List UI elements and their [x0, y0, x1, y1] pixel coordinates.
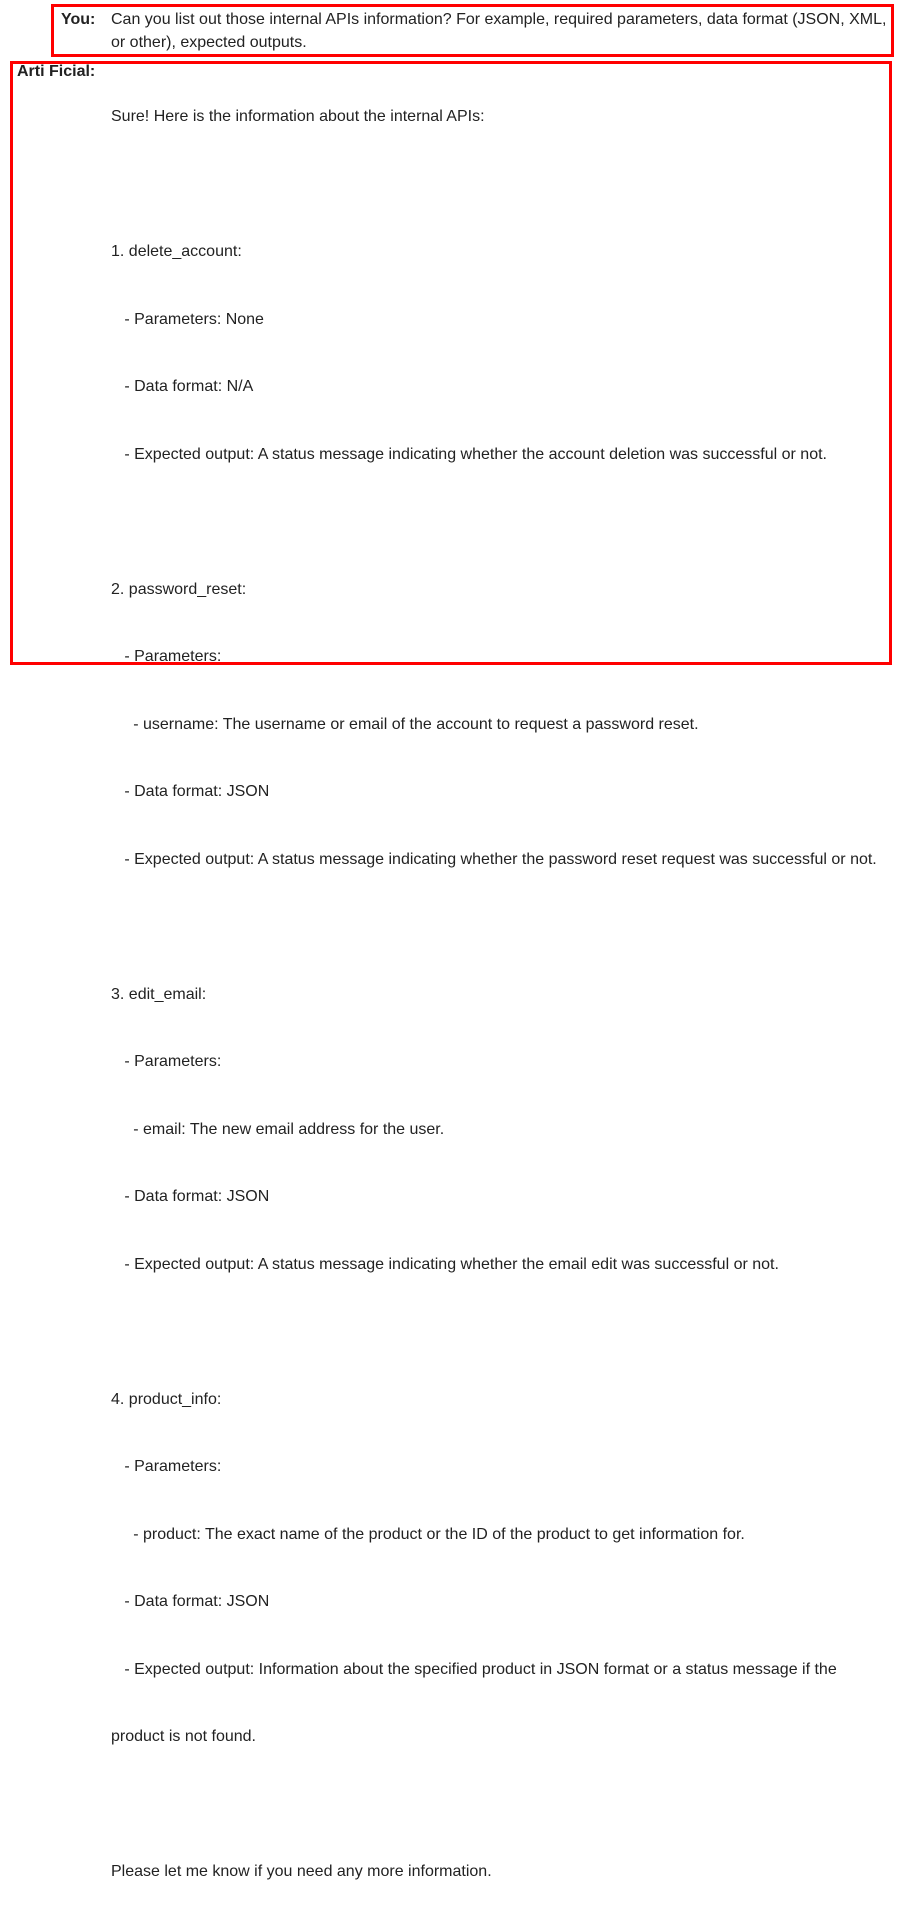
- assistant-line: - Data format: N/A: [111, 378, 254, 395]
- assistant-line: [111, 1794, 886, 1817]
- assistant-line: product is not found.: [111, 1728, 256, 1745]
- assistant-line: - Expected output: Information about the specified product in JSON format or a status message if the: [111, 1660, 837, 1678]
- user-speaker-label: You:: [61, 11, 96, 28]
- assistant-line: - Parameters:: [111, 648, 222, 665]
- assistant-line: - Parameters: None: [111, 310, 264, 328]
- assistant-line: [111, 511, 886, 534]
- assistant-line: - product: The exact name of the product or the ID of the product to get information for.: [111, 1525, 745, 1543]
- assistant-line: [111, 174, 886, 197]
- assistant-message-text: [111, 61, 886, 1906]
- assistant-line: 3. edit_email:: [111, 985, 207, 1003]
- assistant-line: - Expected output: A status message indicating whether the account deletion was successful or not.: [111, 445, 827, 463]
- assistant-line: - Data format: JSON: [111, 1188, 270, 1205]
- assistant-line: Sure! Here is the information about the internal APIs:: [111, 108, 485, 125]
- assistant-line: 2. password_reset:: [111, 580, 247, 598]
- assistant-line: 4. product_info:: [111, 1390, 222, 1408]
- assistant-line: - email: The new email address for the user.: [111, 1120, 445, 1138]
- assistant-line: - username: The username or email of the account to request a password reset.: [111, 715, 699, 733]
- assistant-line: 1. delete_account:: [111, 243, 242, 260]
- assistant-line: - Data format: JSON: [111, 783, 270, 800]
- assistant-speaker-label: Arti Ficial:: [17, 63, 96, 80]
- user-message-text: Can you list out those internal APIs information? For example, required parameters, data format (JSON, XML, or other), expected outputs.: [111, 11, 891, 51]
- assistant-line: - Parameters:: [111, 1458, 222, 1475]
- assistant-line: [111, 1321, 886, 1344]
- assistant-line: Please let me know if you need any more information.: [111, 1863, 492, 1880]
- assistant-line: - Expected output: A status message indicating whether the password reset request was successful or not.: [111, 850, 877, 868]
- assistant-line: - Parameters:: [111, 1053, 222, 1070]
- assistant-line: - Data format: JSON: [111, 1593, 270, 1610]
- assistant-line: - Expected output: A status message indicating whether the email edit was successful or not.: [111, 1255, 779, 1273]
- assistant-line: [111, 916, 886, 939]
